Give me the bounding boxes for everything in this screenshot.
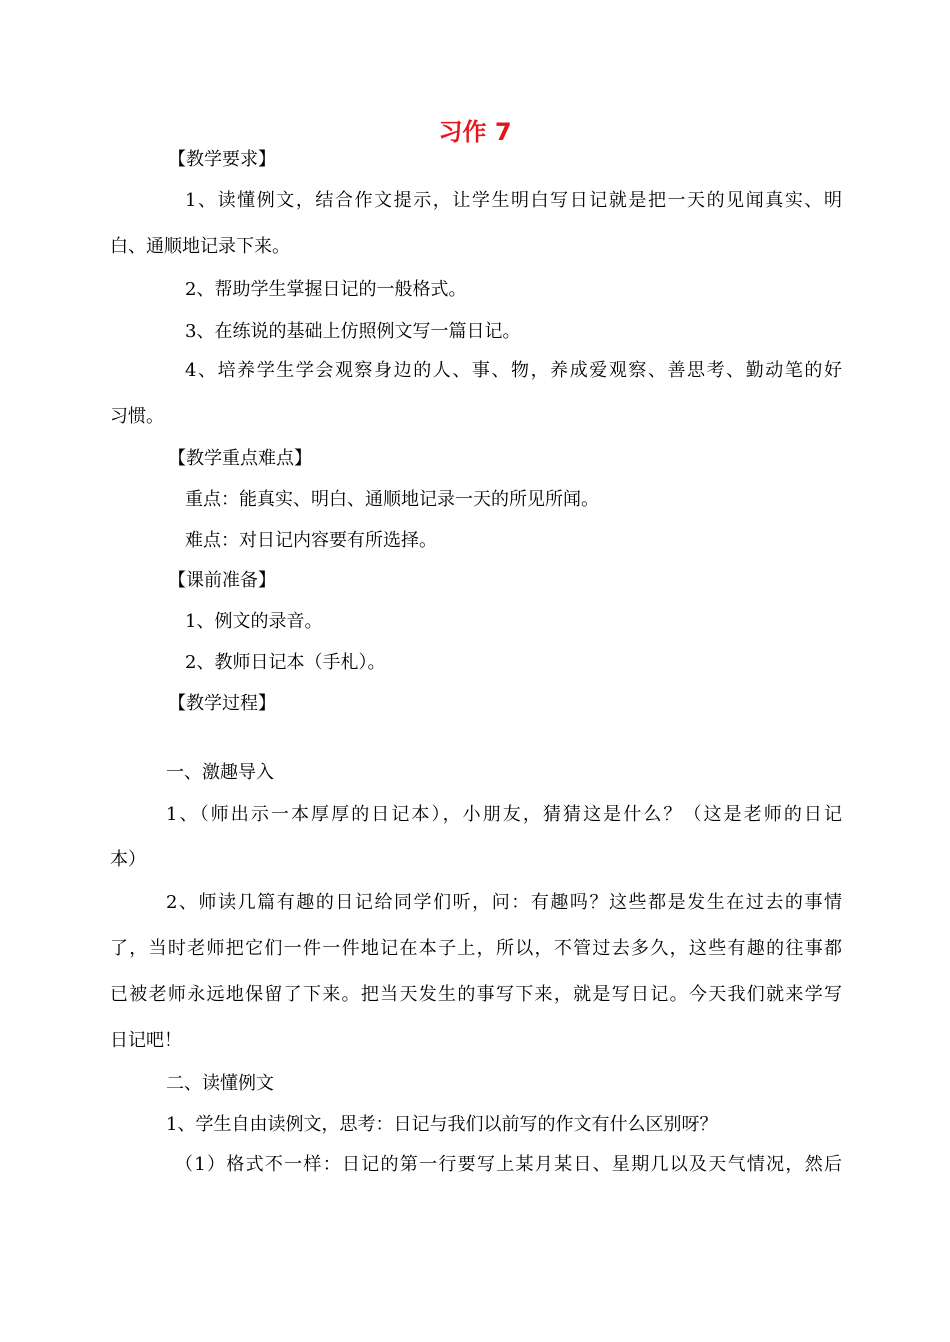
paragraph-line: （1）格式不一样：日记的第一行要写上某月某日、星期几以及天气情况，然后 [175,1154,842,1175]
paragraph-line: 重点：能真实、明白、通顺地记录一天的所见所闻。 [185,489,599,510]
paragraph-line: 本） [110,849,146,870]
paragraph-line: 1、（师出示一本厚厚的日记本），小朋友，猜猜这是什么？（这是老师的日记 [166,804,842,825]
paragraph-line: 日记吧！ [110,1030,182,1051]
paragraph-line: 1、例文的录音。 [185,611,323,632]
subsection-heading: 一、激趣导入 [166,762,274,783]
paragraph-line: 白、通顺地记录下来。 [110,236,290,257]
paragraph-line: 3、在练说的基础上仿照例文写一篇日记。 [185,321,521,342]
paragraph-line: 1、读懂例文，结合作文提示，让学生明白写日记就是把一天的见闻真实、明 [185,190,842,211]
paragraph-line: 了，当时老师把它们一件一件地记在本子上，所以，不管过去多久，这些有趣的往事都 [110,938,842,959]
paragraph-line: 习惯。 [110,406,164,427]
paragraph-line: 2、帮助学生掌握日记的一般格式。 [185,279,467,300]
paragraph-line: 2、教师日记本（手札）。 [185,652,386,673]
section-heading-key-points: 【教学重点难点】 [168,448,312,469]
section-heading-teaching-requirements: 【教学要求】 [168,149,276,170]
paragraph-line: 已被老师永远地保留了下来。把当天发生的事写下来，就是写日记。今天我们就来学写 [110,984,842,1005]
paragraph-line: 难点：对日记内容要有所选择。 [185,530,437,551]
section-heading-preparation: 【课前准备】 [168,570,276,591]
paragraph-line: 4、培养学生学会观察身边的人、事、物，养成爱观察、善思考、勤动笔的好 [185,360,842,381]
section-heading-teaching-process: 【教学过程】 [168,693,276,714]
document-title: 习作 7 [438,118,512,146]
paragraph-line: 1、学生自由读例文，思考：日记与我们以前写的作文有什么区别呀？ [166,1114,718,1135]
subsection-heading: 二、读懂例文 [166,1073,274,1094]
paragraph-line: 2、师读几篇有趣的日记给同学们听，问：有趣吗？这些都是发生在过去的事情 [166,892,842,913]
